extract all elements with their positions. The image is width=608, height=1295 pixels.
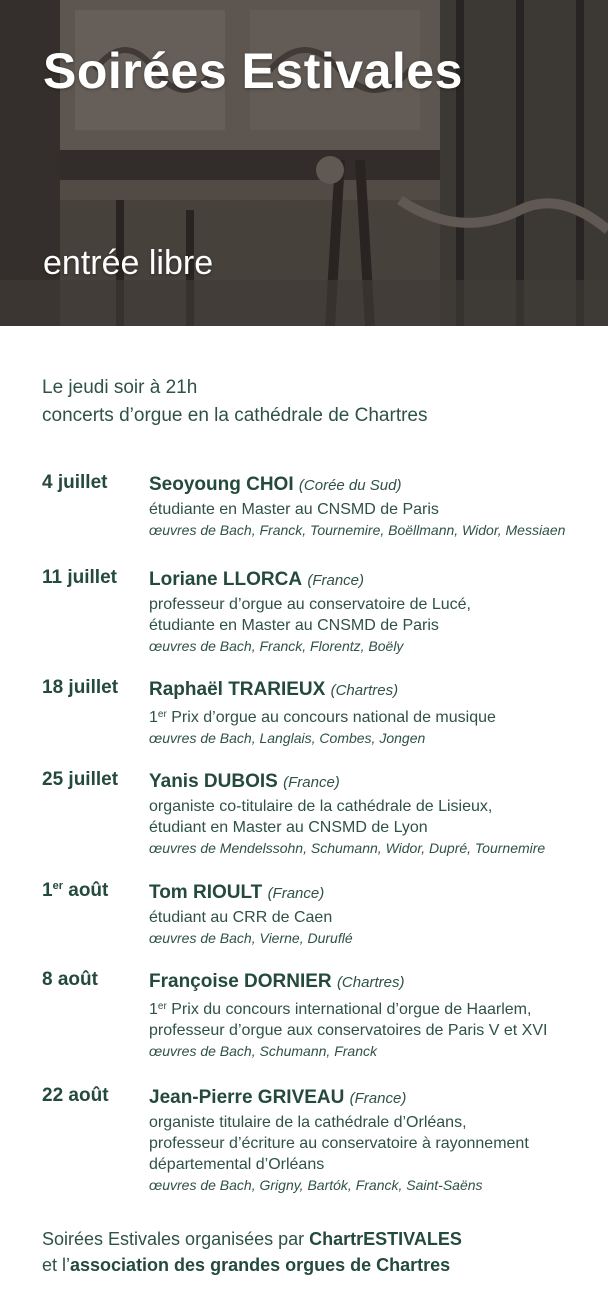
- footer-line-2: et l’association des grandes orgues de Chartres: [42, 1255, 451, 1275]
- performer-origin: (Corée du Sud): [298, 477, 402, 494]
- performer-line: [149, 677, 602, 704]
- performer-name: Yanis DUBOIS: [149, 771, 278, 792]
- program-works: œuvres de Bach, Langlais, Combes, Jongen: [149, 730, 426, 746]
- page-subtitle: entrée libre: [43, 244, 214, 282]
- performer-description: professeur d’orgue au conservatoire de Lucé,: [149, 596, 471, 613]
- performer-line: [149, 969, 602, 996]
- concert-details: [149, 1085, 602, 1196]
- performer-name: Françoise DORNIER: [149, 971, 332, 992]
- performer-origin: (Chartres): [330, 682, 399, 699]
- performer-description: étudiant au CRR de Caen: [149, 909, 333, 926]
- concert-details: [149, 969, 602, 1062]
- concert-entry: [42, 677, 602, 749]
- intro-line: concerts d’orgue en la cathédrale de Chartres: [42, 405, 428, 426]
- performer-description: professeur d’écriture au conservatoire à rayonnement: [149, 1135, 529, 1152]
- performer-line: [149, 567, 602, 594]
- performer-name: Raphaël TRARIEUX: [149, 679, 326, 700]
- performer-origin: (France): [267, 885, 325, 902]
- concert-details: [149, 677, 602, 749]
- concert-date: 22 août: [42, 1085, 109, 1106]
- association-name: association des grandes orgues de Chartres: [70, 1255, 451, 1275]
- performer-origin: (France): [283, 774, 340, 791]
- performer-name: Jean-Pierre GRIVEAU: [149, 1087, 345, 1108]
- program-works: œuvres de Bach, Grigny, Bartók, Franck, Saint-Saëns: [149, 1177, 483, 1193]
- performer-origin: (Chartres): [336, 974, 405, 991]
- performer-description: étudiante en Master au CNSMD de Paris: [149, 617, 439, 634]
- concert-date: 1er août: [42, 880, 109, 901]
- program-works: œuvres de Bach, Schumann, Franck: [149, 1043, 377, 1059]
- performer-description: professeur d’orgue aux conservatoires de Paris V et XVI: [149, 1022, 548, 1039]
- concert-details: [149, 769, 602, 859]
- concert-date: 4 juillet: [42, 472, 108, 493]
- program-works: œuvres de Mendelssohn, Schumann, Widor, Dupré, Tournemire: [149, 840, 546, 856]
- concert-date: 18 juillet: [42, 677, 119, 698]
- concert-date: 25 juillet: [42, 769, 119, 790]
- concert-date: 8 août: [42, 969, 98, 990]
- performer-description: 1er Prix d’orgue au concours national de musique: [149, 709, 496, 726]
- performer-line: [149, 769, 602, 796]
- concert-entry: [42, 567, 602, 657]
- page-title: Soirées Estivales: [43, 43, 463, 99]
- performer-name: Loriane LLORCA: [149, 569, 303, 590]
- concert-details: [149, 880, 602, 949]
- performer-origin: (France): [307, 572, 365, 589]
- performer-description: 1er Prix du concours international d’orgue de Haarlem,: [149, 1001, 532, 1018]
- concert-entry: [42, 1085, 602, 1196]
- footer-line-1: Soirées Estivales organisées par ChartrESTIVALES: [42, 1229, 462, 1249]
- concert-entry: [42, 472, 602, 541]
- organizer-name: ChartrESTIVALES: [309, 1229, 462, 1249]
- performer-description: organiste titulaire de la cathédrale d’Orléans,: [149, 1114, 467, 1131]
- concert-entry: [42, 880, 602, 949]
- intro: [42, 374, 428, 430]
- concert-details: [149, 567, 602, 657]
- program-works: œuvres de Bach, Vierne, Duruflé: [149, 930, 353, 946]
- concert-entry: [42, 769, 602, 859]
- performer-name: Tom RIOULT: [149, 882, 263, 903]
- intro-line: Le jeudi soir à 21h: [42, 377, 198, 398]
- performer-description: étudiant en Master au CNSMD de Lyon: [149, 819, 428, 836]
- performer-description: départemental d’Orléans: [149, 1156, 325, 1173]
- program-works: œuvres de Bach, Franck, Tournemire, Boëllmann, Widor, Messiaen: [149, 522, 566, 538]
- header-banner: [0, 0, 608, 326]
- performer-line: [149, 472, 602, 499]
- concert-details: [149, 472, 602, 541]
- concert-entry: [42, 969, 602, 1062]
- performer-description: étudiante en Master au CNSMD de Paris: [149, 501, 439, 518]
- performer-origin: (France): [349, 1090, 407, 1107]
- performer-name: Seoyoung CHOI: [149, 474, 294, 495]
- program-works: œuvres de Bach, Franck, Florentz, Boëly: [149, 638, 404, 654]
- performer-line: [149, 880, 602, 907]
- footer: [42, 1226, 462, 1278]
- performer-description: organiste co-titulaire de la cathédrale de Lisieux,: [149, 798, 493, 815]
- performer-line: [149, 1085, 602, 1112]
- concert-date: 11 juillet: [42, 567, 117, 588]
